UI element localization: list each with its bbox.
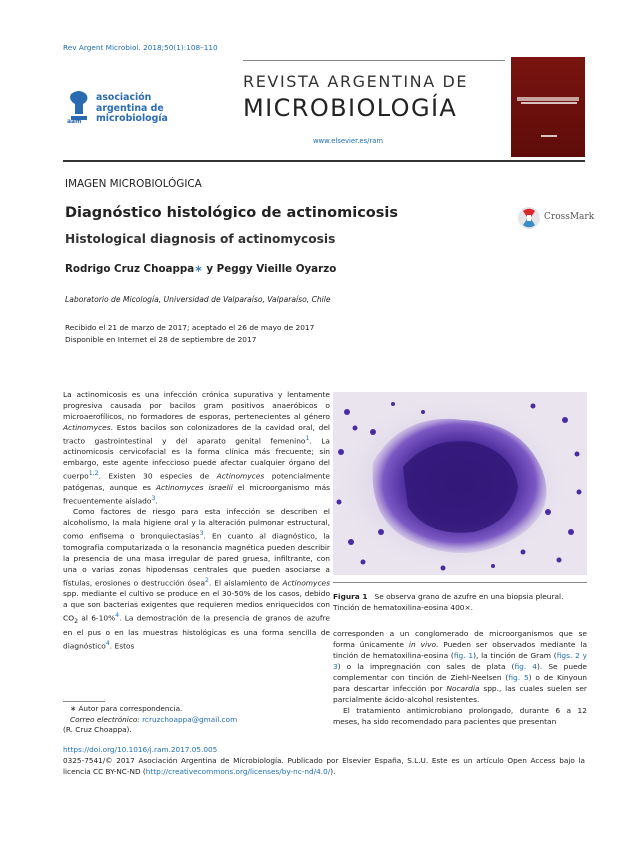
figure-link[interactable]: fig. 5: [508, 673, 529, 682]
reference-link[interactable]: 3: [199, 530, 204, 538]
body-left-column: [63, 389, 330, 652]
figure-label: Figura 1: [333, 592, 368, 601]
crossmark-label[interactable]: CrossMark: [544, 212, 595, 222]
society-line-2: argentina de: [96, 102, 164, 114]
author-1[interactable]: Rodrigo Cruz Choappa: [65, 263, 195, 275]
footnotes: [63, 704, 237, 736]
journal-cover-thumbnail[interactable]: [511, 57, 585, 157]
journal-citation[interactable]: Rev Argent Microbiol. 2018;50(1):108–110: [63, 43, 218, 52]
paragraph-3: corresponden a un conglomerado de microorganismos que se forma únicamente in vivo. Pueden ser observados mediante la tinción de hematoxilina-eosina (fig. 1), la tinción de Gram (figs. 2 y 3) o la impregnación con sales de plata (fig. 4). Se puede complementar con tinción de Ziehl-Neelsen (fig. 5) o de Kinyoun para descartar infección por Nocardia spp., las cuales suelen ser parcialmente ácido-alcohol resistentes.: [333, 629, 588, 704]
author-list: [65, 263, 336, 275]
header-divider: [63, 160, 585, 162]
figure-link[interactable]: figs. 2 y 3: [333, 651, 587, 671]
reference-link[interactable]: 3: [151, 494, 156, 502]
society-name: [96, 93, 168, 125]
journal-name-line-1: REVISTA ARGENTINA DE: [243, 72, 469, 91]
affiliation: Laboratorio de Micología, Universidad de Valparaíso, Valparaíso, Chile: [65, 295, 331, 304]
author-2[interactable]: y Peggy Vieille Oyarzo: [202, 263, 337, 275]
corresponding-author-note: ∗ Autor para correspondencia.: [70, 704, 183, 713]
license-link[interactable]: http://creativecommons.org/licenses/by-nc-nd/4.0/: [145, 767, 331, 776]
header-rule: [243, 60, 505, 61]
reference-link[interactable]: 4: [105, 640, 110, 648]
available-date: Disponible en Internet el 28 de septiembre de 2017: [65, 335, 257, 344]
figure-link[interactable]: fig. 1: [453, 651, 474, 660]
journal-url-link[interactable]: www.elsevier.es/ram: [313, 137, 384, 145]
society-line-1: asociación: [96, 92, 152, 103]
reference-link[interactable]: 4: [115, 612, 120, 620]
paragraph-4: El tratamiento antimicrobiano prolongado, durante 6 a 12 meses, ha sido recomendado para pacientes que presentan: [333, 706, 587, 726]
paragraph-1: La actinomicosis es una infección crónica supurativa y lentamente progresiva causada por bacilos gram positivos anaeróbicos o microaerofílicos, no formadores de esporas, pertenecientes al género Actinomyces. Estos bacilos son colonizadores de la cavidad oral, del tracto gastrointestinal y del aparato genital femenino$^1$. La actinomicosis cervicofacial es la forma clínica más frecuente; sin embargo, este agente infeccioso puede afectar cualquier órgano del cuerpo$^{1,2}$. Existen 30 especies de Actinomyces potencialmente patógenas, aunque es Actinomyces israelii el microorganismo más frecuentemente aislado$^3$.: [63, 390, 331, 506]
paragraph-2: Como factores de riesgo para esta infección se describen el alcoholismo, la mala higiene oral y la alteración pulmonar estructural, como enfisema o bronquiectasias$^3$. En cuanto al diagnóstico, la tomografía computarizada o la resonancia magnética pueden describir la presencia de una masa irregular de pared gruesa, infiltrante, con una o varias zonas hipodensas centrales que pueden asociarse a fístulas, erosiones o destrucción ósea$^2$. El aislamiento de Actinomyces spp. mediante el cultivo se produce en el 30-50% de los casos, debido a que son bacterias exigentes que requieren medios enriquecidos con $CO_2$ al 6-10%$^4$. La demostración de la presencia de granos de azufre en el pus o en las muestras histológicas es una forma sencilla de diagnóstico$^4$. Estos: [63, 507, 330, 651]
crossmark-icon[interactable]: [517, 206, 541, 230]
figure-link[interactable]: fig. 4: [514, 662, 538, 671]
article-dates: [65, 322, 314, 346]
doi-link[interactable]: https://doi.org/10.1016/j.ram.2017.05.005: [63, 745, 218, 754]
article-title-es: Diagnóstico histológico de actinomicosis: [65, 205, 398, 221]
body-right-column: [333, 628, 587, 727]
histology-micrograph: [333, 392, 587, 575]
society-line-3: microbiología: [96, 113, 168, 124]
reference-link[interactable]: 1,2: [88, 470, 99, 478]
figure-caption: [333, 591, 587, 613]
figure-caption-rule: [333, 582, 587, 583]
email-link[interactable]: rcruzchoappa@gmail.com: [142, 714, 238, 724]
email-note: Correo electrónico: rcruzchoappa@gmail.com: [70, 714, 238, 724]
license-text: 0325-7541/© 2017 Asociación Argentina de Microbiología. Publicado por Elsevier España, S.L.U. Este es un artículo Open Access bajo la licencia CC BY-NC-ND (http://creativecommons.org/licenses/by-nc-nd/4.0/).: [63, 756, 585, 776]
reference-link[interactable]: 2: [205, 576, 209, 584]
corresponding-author-mark[interactable]: ∗: [194, 263, 203, 275]
email-owner: (R. Cruz Choappa).: [63, 725, 132, 734]
journal-name-line-2: MICROBIOLOGÍA: [243, 94, 458, 122]
footnote-rule: [63, 701, 105, 702]
reference-link[interactable]: 1: [305, 435, 310, 442]
received-date: Recibido el 21 de marzo de 2017; aceptado el 26 de mayo de 2017: [65, 323, 315, 332]
society-abbr: aam: [67, 118, 82, 125]
article-title-en: Histological diagnosis of actinomycosis: [65, 232, 336, 246]
figure-caption-text: Se observa grano de azufre en una biopsia pleural. Tinción de hematoxilina-eosina 400×.: [333, 592, 564, 612]
section-label: IMAGEN MICROBIOLÓGICA: [65, 178, 202, 190]
